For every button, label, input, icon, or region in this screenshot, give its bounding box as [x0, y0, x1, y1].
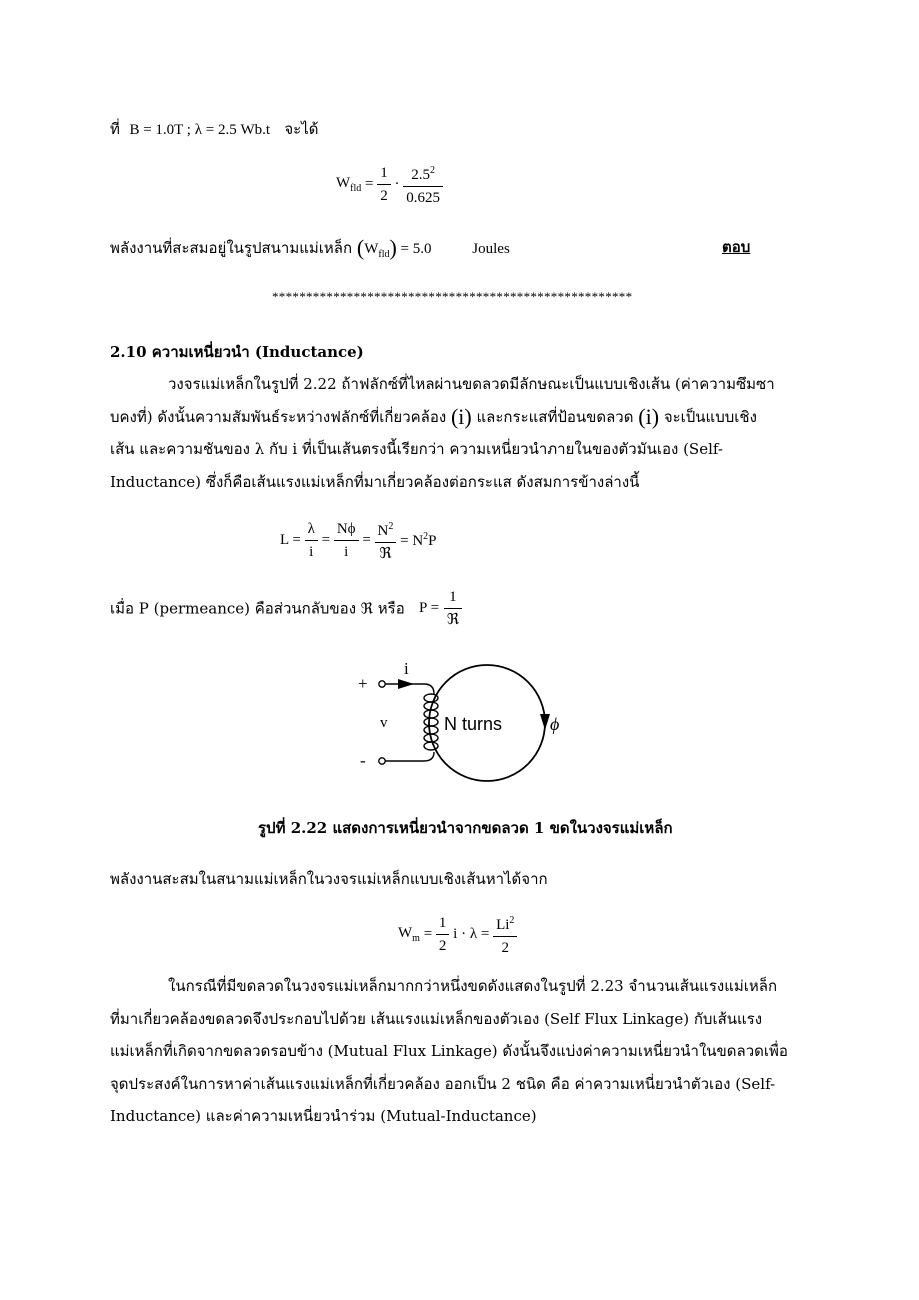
permeance-fraction: $\frac{1}{\text{ℜ}}$ — [444, 586, 462, 631]
wm-fraction: $\frac{Li^2}{2}$ — [493, 910, 517, 959]
l-fraction-2: $\frac{N\phi}{i}$ — [334, 518, 359, 563]
permeance-lhs: P = — [419, 600, 440, 616]
flux-arrow — [540, 714, 550, 730]
coil-windings — [424, 694, 438, 750]
wfld-equals: = — [365, 176, 374, 192]
current-arrow — [398, 679, 414, 689]
l-lhs: L = — [280, 532, 301, 548]
given-values-line — [110, 117, 318, 141]
separator-stars: ***************************************************** — [272, 289, 633, 304]
given-suffix: จะได้ — [284, 120, 319, 138]
energy-line: พลังงานสะสมในสนามแม่เหล็กในวงจรแม่เหล็กแบบเชิงเส้นหาได้จาก — [110, 870, 548, 888]
para1-line4: Inductance) ซึ่งก็คือเส้นแรงแม่เหล็กที่มาเกี่ยวคล้องต่อกระแส ดังสมการข้างล่างนี้ — [110, 472, 640, 491]
wfld-half-den: 2 — [377, 184, 391, 207]
wfld-symbol: W — [336, 175, 351, 191]
minus-label: - — [360, 751, 366, 770]
permeance-line — [110, 586, 462, 631]
para2-line2: ที่มาเกี่ยวคล้องขดลวดจึงประกอบไปด้วย เส้นแรงแม่เหล็กของตัวเอง (Self Flux Linkage) กับเส้นแรง — [110, 1009, 763, 1028]
voltage-label: v — [380, 715, 388, 731]
para2-line3: แม่เหล็กที่เกิดจากขดลวดรอบข้าง (Mutual Flux Linkage) ดังนั้นจึงแบ่งค่าความเหนี่ยวนำในขดลวดเพื่อ — [110, 1042, 788, 1060]
plus-label: + — [358, 674, 368, 693]
l-fraction-3: $\frac{N^2}{\text{ℜ}}$ — [375, 516, 397, 565]
answer-line: พลังงานที่สะสมอยู่ในรูปสนามแม่เหล็ก $(W_{fld}) = 5.0$ Joules ตอบ — [110, 235, 751, 260]
lambda-i-symbol: (i) — [450, 403, 472, 429]
equation-wm: $W_m$ = $\frac{1}{2}$ i · λ = $\frac{Li^2}{2}$ — [398, 910, 517, 959]
section-heading: 2.10 ความเหนี่ยวนำ (Inductance) — [110, 343, 364, 361]
answer-unit: Joules — [472, 241, 510, 257]
figure-coil-diagram — [340, 652, 580, 782]
answer-value: = 5.0 — [400, 241, 432, 257]
wm-half-fraction: $\frac{1}{2}$ — [436, 912, 450, 957]
para1-line1: วงจรแม่เหล็กในรูปที่ 2.22 ถ้าฟลักซ์ที่ไหลผ่านขดลวดมีลักษณะเป็นแบบเชิงเส้น (ค่าความซึมซา — [168, 375, 775, 393]
wfld-denominator: 0.625 — [403, 186, 443, 209]
wfld-half-fraction — [377, 162, 391, 207]
answer-subscript: fld — [378, 249, 390, 260]
equation-wfld — [336, 160, 443, 209]
given-prefix: ที่ — [110, 120, 120, 138]
mutual-inductance-paragraph — [110, 970, 808, 1133]
wfld-subscript: fld — [350, 183, 362, 194]
para2-line4: จุดประสงค์ในการหาค่าเส้นแรงแม่เหล็กที่เกี่ยวคล้อง ออกเป็น 2 ชนิด คือ ค่าความเหนี่ยวนำตัวเอง (Self- — [110, 1074, 776, 1093]
wfld-dot: · — [394, 176, 400, 192]
wfld-num-sup: 2 — [430, 165, 435, 176]
para2-line5: Inductance) และค่าความเหนี่ยวนำร่วม (Mutual-Inductance) — [110, 1107, 537, 1125]
wfld-fraction — [403, 160, 443, 209]
para1-line3: เส้น และความชันของ λ กับ i ที่เป็นเส้นตรงนี้เรียกว่า ความเหนี่ยวนำภายในของตัวมันเอง (Self- — [110, 440, 723, 458]
given-values: B = 1.0T ; λ = 2.5 Wb.t — [129, 122, 271, 138]
answer-text: พลังงานที่สะสมอยู่ในรูปสนามแม่เหล็ก — [110, 239, 353, 257]
wfld-numerator: 2.5 — [411, 167, 430, 183]
current-label: i — [404, 659, 409, 678]
terminal-plus — [379, 681, 385, 687]
terminal-minus — [379, 758, 385, 764]
para2-line1: ในกรณีที่มีขดลวดในวงจรแม่เหล็กมากกว่าหนึ่งขดดังแสดงในรูปที่ 2.23 จำนวนเส้นแรงแม่เหล็ก — [168, 977, 778, 995]
coil-diagram-svg — [340, 652, 580, 782]
para1-line2: บคงที่) ดังนั้นความสัมพันธ์ระหว่างฟลักซ์ที่เกี่ยวคล้อง (i) และกระแสที่ป้อนขดลวด (i) จะเป็นแบบเชิง — [110, 403, 757, 429]
answer-symbol: W — [364, 241, 379, 257]
turns-label: N turns — [444, 714, 503, 734]
answer-label: ตอบ — [722, 238, 751, 256]
inductance-paragraph — [110, 368, 808, 498]
current-i-symbol: (i) — [638, 403, 660, 429]
flux-label: ϕ — [550, 714, 560, 734]
equation-inductance: L = $\frac{\lambda}{i}$ = $\frac{N\phi}{i}$ = $\frac{N^2}{\text{ℜ}}$ = $N^2P$ — [280, 516, 437, 565]
figure-caption: รูปที่ 2.22 แสดงการเหนี่ยวนำจากขดลวด 1 ขดในวงจรแม่เหล็ก — [258, 819, 673, 837]
l-fraction-1: $\frac{\lambda}{i}$ — [305, 518, 318, 563]
permeance-text: เมื่อ P (permeance) คือส่วนกลับของ ℜ หรือ — [110, 599, 405, 618]
wfld-half-num: 1 — [380, 165, 388, 181]
